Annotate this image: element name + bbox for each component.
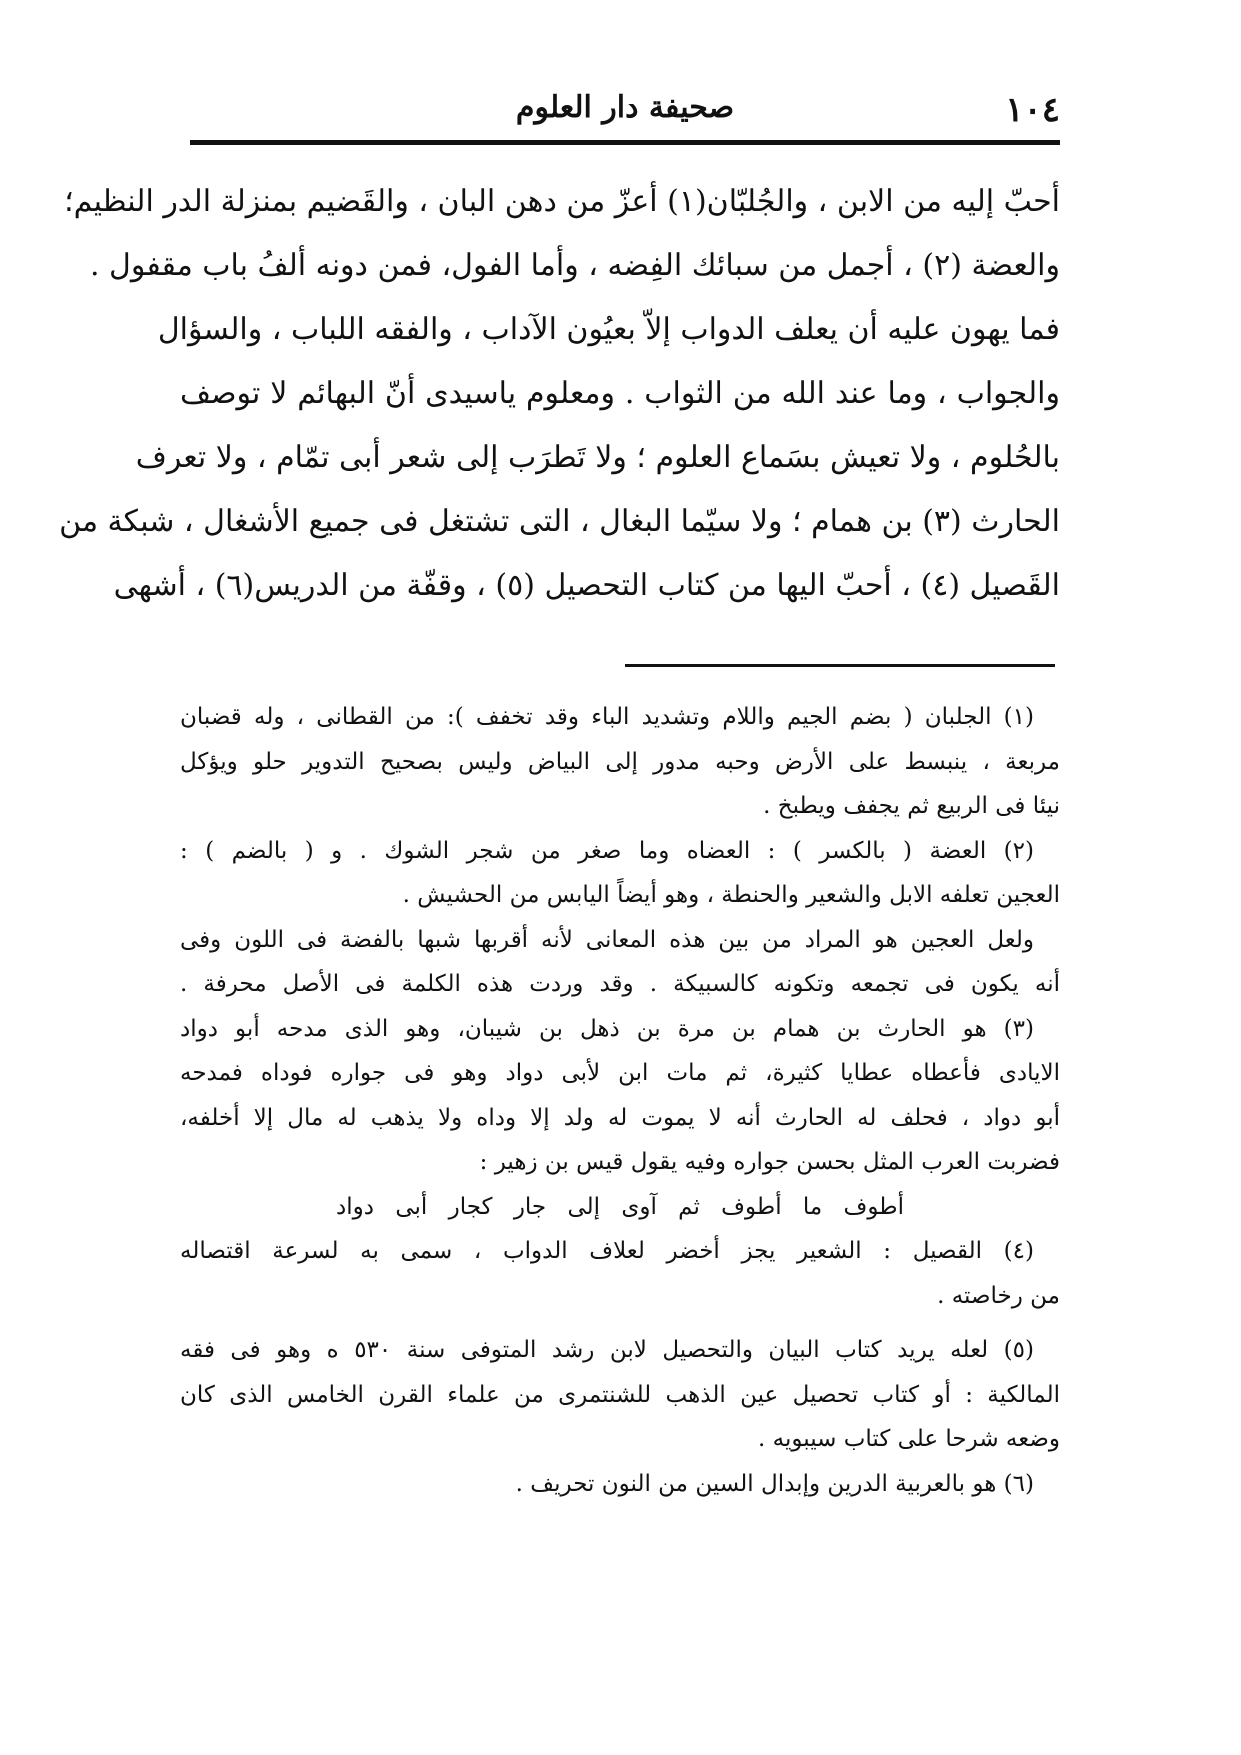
text-line: فما يهون عليه أن يعلف الدواب إلاّ بعيُون الآداب ، والفقه اللباب ، والسؤال (157, 312, 1060, 347)
footnote-line: أنه يكون فى تجمعه وتكونه كالسبيكة . وقد وردت هذه الكلمة فى الأصل محرفة . (180, 971, 1060, 997)
footnote-line: ولعل العجين هو المراد من بين هذه المعانى لأنه أقربها شبها بالفضة فى اللون وفى (180, 926, 1034, 953)
footnote-line: وضعه شرحا على كتاب سيبويه . (758, 1426, 1060, 1452)
text-line: بالحُلوم ، ولا تعيش بسَماع العلوم ؛ ولا تَطرَب إلى شعر أبى تمّام ، ولا تعرف (135, 440, 1060, 475)
footnote-line: فضربت العرب المثل بحسن جواره وفيه يقول قيس بن زهير : (479, 1149, 1060, 1175)
text-line: والجواب ، وما عند الله من الثواب . ومعلوم ياسيدى أنّ البهائم لا توصف (180, 376, 1060, 411)
footnote-line: (٢) العضة ( بالكسر ) : العضاه وما صغر من شجر الشوك . و ( بالضم ) : (180, 837, 1034, 864)
page-header (190, 80, 1060, 140)
header-rule (190, 140, 1060, 145)
footnote-line: (٣) هو الحارث بن همام بن مرة بن ذهل بن شيبان، وهو الذى مدحه أبو دواد (180, 1015, 1034, 1042)
text-line: أحبّ إليه من الابن ، والجُلبّان(١) أعزّ من دهن البان ، والقَضيم بمنزلة الدر النظيم؛ (64, 184, 1060, 219)
footnote-line: من رخاصته . (937, 1282, 1060, 1309)
footnote-line: العجين تعلفه الابل والشعير والحنطة ، وهو أيضاً اليابس من الحشيش . (402, 882, 1060, 908)
footnote-line: (٥) لعله يريد كتاب البيان والتحصيل لابن رشد المتوفى سنة ٥٣٠ ه وهو فى فقه (180, 1337, 1034, 1363)
footnote-line: مربعة ، ينبسط على الأرض وحبه مدور إلى البياض وليس بصحيح التدوير حلو ويؤكل (180, 748, 1060, 775)
footnote-line: (١) الجلبان ( بضم الجيم واللام وتشديد الباء وقد تخفف ): من القطانى ، وله قضبان (180, 704, 1034, 730)
footnote-line: نيئا فى الربيع ثم يجفف ويطبخ . (763, 793, 1060, 819)
page-number: ١٠٤ (1005, 90, 1060, 130)
footnote-line: أبو دواد ، فحلف له الحارث أنه لا يموت له ولد إلا وداه ولا يذهب له مال إلا أخلفه، (180, 1104, 1060, 1131)
footnote-line: (٤) القصيل : الشعير يجز أخضر لعلاف الدواب ، سمى به لسرعة اقتصاله (180, 1238, 1034, 1264)
verse-line: أطوف ما أطوف ثم آوى إلى جار كجار أبى دواد (336, 1193, 904, 1220)
running-title: صحيفة دار العلوم (515, 90, 735, 125)
text-line: والعضة (٢) ، أجمل من سبائك الفِضه ، وأما الفول، فمن دونه ألفُ باب مقفول . (89, 248, 1060, 283)
footnote-line: المالكية : أو كتاب تحصيل عين الذهب للشنتمرى من علماء القرن الخامس الذى كان (180, 1381, 1060, 1408)
footnote-line: الايادى فأعطاه عطايا كثيرة، ثم مات ابن لأبى دواد وهو فى جواره فوداه فمدحه (180, 1060, 1060, 1086)
footnote-line: (٦) هو بالعربية الدرين وإبدال السين من النون تحريف . (515, 1470, 1034, 1497)
text-line: القَصيل (٤) ، أحبّ اليها من كتاب التحصيل (٥) ، وقفّة من الدريس(٦) ، أشهى (113, 568, 1060, 603)
footnote-separator (625, 664, 1055, 667)
footnotes (180, 695, 1060, 1506)
text-line: الحارث (٣) بن همام ؛ ولا سيّما البغال ، التى تشتغل فى جميع الأشغال ، شبكة من (59, 504, 1060, 539)
main-text (59, 170, 1060, 618)
